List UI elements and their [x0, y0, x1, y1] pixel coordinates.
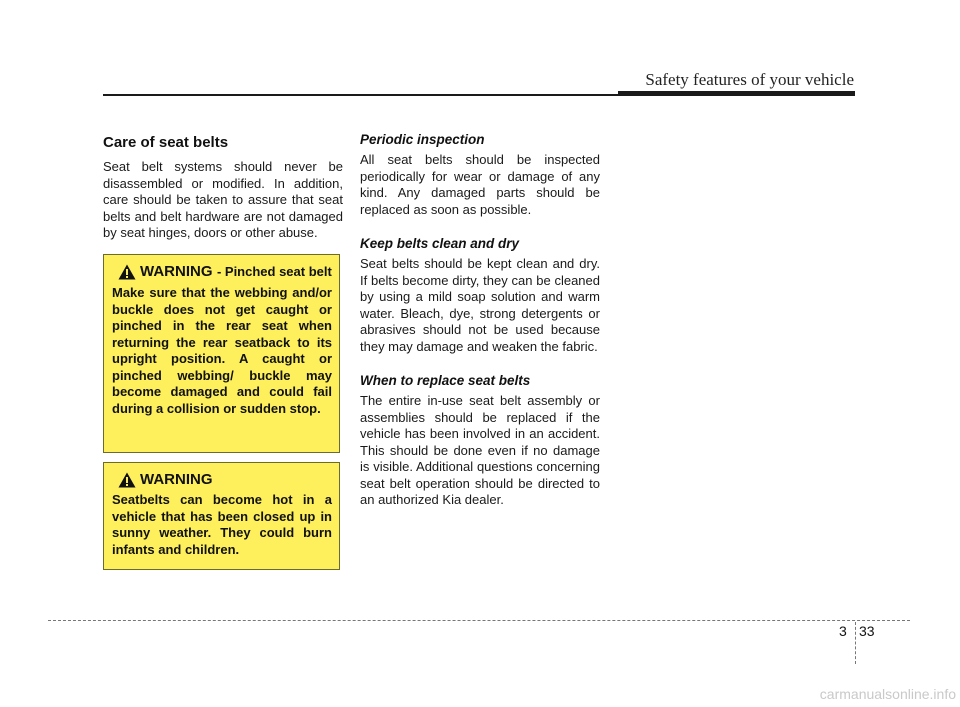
chapter-number: 3: [839, 623, 847, 639]
warning-box-pinched-belt: [103, 254, 340, 453]
warning-label: WARNING: [140, 263, 213, 280]
warning-triangle-icon: [118, 264, 136, 280]
clean-dry-text: Seat belts should be kept clean and dry. If belts become dirty, they can be cleaned by using a mild soap solution and warm water. Bleach, dye, strong detergents or abrasives should not be used because they may damage and weaken the fabric.: [360, 256, 600, 354]
section-title: Safety features of your vehicle: [645, 70, 854, 89]
warning-header: [112, 471, 332, 488]
warning-subtitle: - Pinched seat belt: [216, 264, 332, 279]
left-column: [103, 134, 343, 260]
warning-label: WARNING: [140, 471, 213, 488]
page-number: 33: [859, 623, 875, 639]
warning-triangle-icon: [118, 472, 136, 488]
replace-text: The entire in-use seat belt assembly or assemblies should be replaced if the vehicle has been involved in an accident. This should be done even if no damage is visible. Additional questions concerning seat belt operation should be directed to an authorized Kia dealer.: [360, 393, 600, 507]
clean-dry-heading: Keep belts clean and dry: [360, 236, 520, 251]
right-column: [360, 132, 600, 527]
footer-divider: [855, 622, 856, 664]
replace-heading: When to replace seat belts: [360, 373, 531, 388]
periodic-inspection-text: All seat belts should be inspected periodically for wear or damage of any kind. Any damaged parts should be replaced as soon as possible.: [360, 152, 600, 217]
care-heading: Care of seat belts: [103, 134, 229, 151]
care-paragraph: Seat belt systems should never be disassembled or modified. In addition, care should be taken to assure that seat belts and belt hardware are not damaged by seat hinges, doors or other abuse.: [103, 159, 343, 240]
warning-box-hot-belts: [103, 462, 340, 570]
warning-text: Seatbelts can become hot in a vehicle that has been closed up in sunny weather. They could burn infants and children.: [112, 492, 332, 557]
warning-text: Make sure that the webbing and/or buckle does not get caught or pinched in the rear seat when returning the rear seatback to its upright position. A caught or pinched webbing/ buckle may become damaged and could fail during a collision or sudden stop.: [112, 285, 332, 416]
footer-rule: [48, 620, 910, 621]
periodic-inspection-heading: Periodic inspection: [360, 132, 485, 147]
watermark: carmanualsonline.info: [819, 686, 956, 702]
header-rule-accent: [618, 91, 855, 96]
warning-header: [112, 263, 332, 281]
